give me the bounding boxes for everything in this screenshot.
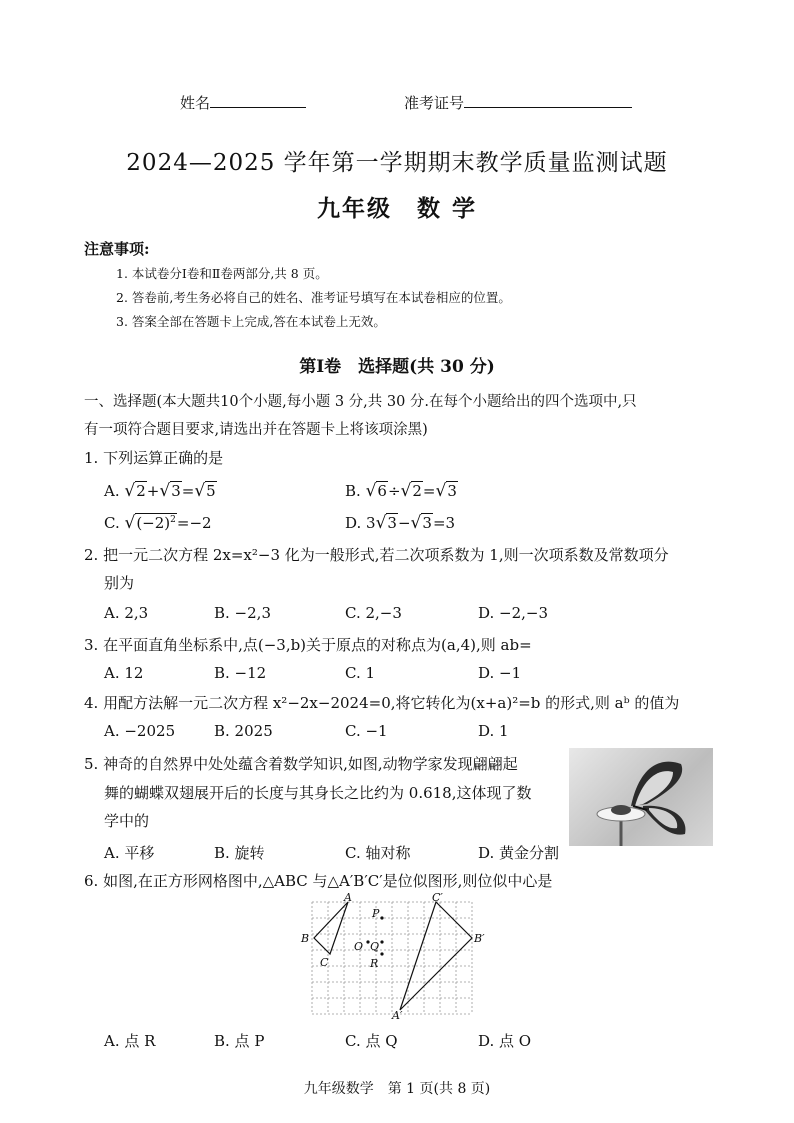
part-intro-line2: 有一项符合题目要求,请选出并在答题卡上将该项涂黑) xyxy=(84,422,428,438)
page-footer: 九年级数学 第 1 页(共 8 页) xyxy=(303,1081,491,1097)
q6-option-b[interactable]: B. 点 P xyxy=(214,1032,265,1050)
exam-subject: 九年级 数 学 xyxy=(316,195,477,222)
q3-stem: 3. 在平面直角坐标系中,点(−3,b)关于原点的对称点为(a,4),则 ab= xyxy=(84,636,532,654)
name-field[interactable] xyxy=(180,92,306,113)
note-item-3: 3. 答案全部在答题卡上完成,答在本试卷上无效。 xyxy=(116,314,386,329)
label-a: A xyxy=(344,892,352,904)
q3-option-a[interactable]: A. 12 xyxy=(104,664,144,682)
q2-option-b[interactable]: B. −2,3 xyxy=(214,604,271,622)
note-item-1: 1. 本试卷分Ⅰ卷和Ⅱ卷两部分,共 8 页。 xyxy=(116,266,328,281)
butterfly-photo xyxy=(569,748,713,846)
label-q: Q xyxy=(370,940,380,953)
q4-stem: 4. 用配方法解一元二次方程 x²−2x−2024=0,将它转化为(x+a)²=b 的形式,则 aᵇ 的值为 xyxy=(84,694,680,712)
part-intro-line1: 一、选择题(本大题共10个小题,每小题 3 分,共 30 分.在每个小题给出的四个选项中,只 xyxy=(84,394,637,410)
note-item-2: 2. 答卷前,考生务必将自己的姓名、准考证号填写在本试卷相应的位置。 xyxy=(116,290,511,305)
q1-option-b[interactable]: B. √6÷√2=√3 xyxy=(345,481,457,501)
q2-option-c[interactable]: C. 2,−3 xyxy=(345,604,402,622)
q5-option-b[interactable]: B. 旋转 xyxy=(214,844,265,862)
q3-option-c[interactable]: C. 1 xyxy=(345,664,376,682)
q5-option-a[interactable]: A. 平移 xyxy=(104,844,155,862)
q5-option-c[interactable]: C. 轴对称 xyxy=(345,844,411,862)
q6-stem: 6. 如图,在正方形网格图中,△ABC 与△A′B′C′是位似图形,则位似中心是 xyxy=(84,872,553,890)
q4-option-b[interactable]: B. 2025 xyxy=(214,722,273,740)
label-a-prime: A′ xyxy=(392,1009,403,1020)
section-title: 第Ⅰ卷 选择题(共 30 分) xyxy=(299,357,495,377)
label-b-prime: B′ xyxy=(474,932,485,945)
label-p: P xyxy=(372,907,380,920)
q4-option-d[interactable]: D. 1 xyxy=(478,722,509,740)
label-c-prime: C′ xyxy=(432,892,443,904)
q3-option-d[interactable]: D. −1 xyxy=(478,664,522,682)
q1-option-d[interactable]: D. 3√3−√3=3 xyxy=(345,513,456,533)
name-blank[interactable] xyxy=(210,93,306,108)
q6-option-a[interactable]: A. 点 R xyxy=(104,1032,156,1050)
exam-id-field[interactable] xyxy=(404,92,632,113)
q6-option-c[interactable]: C. 点 Q xyxy=(345,1032,398,1050)
q4-option-a[interactable]: A. −2025 xyxy=(104,722,176,740)
q2-option-a[interactable]: A. 2,3 xyxy=(104,604,149,622)
name-label: 姓名 xyxy=(180,94,211,112)
q6-option-d[interactable]: D. 点 O xyxy=(478,1032,532,1050)
q6-grid-figure xyxy=(296,892,492,1020)
q2-option-d[interactable]: D. −2,−3 xyxy=(478,604,549,622)
exam-id-blank[interactable] xyxy=(464,93,632,108)
q5-stem-line3: 学中的 xyxy=(104,812,150,830)
q5-stem-line1: 5. 神奇的自然界中处处蕴含着数学知识,如图,动物学家发现翩翩起 xyxy=(84,755,518,773)
q2-stem-line2: 别为 xyxy=(104,574,135,592)
q1-option-c[interactable]: C. $√(-2)^2=-2$ xyxy=(104,513,212,533)
q2-stem-line1: 2. 把一元二次方程 2x=x²−3 化为一般形式,若二次项系数为 1,则一次项系数及常数项分 xyxy=(84,546,669,564)
label-c: C xyxy=(320,956,329,969)
notes-heading: 注意事项: xyxy=(84,240,150,258)
q5-stem-line2: 舞的蝴蝶双翅展开后的长度与其身长之比约为 0.618,这体现了数 xyxy=(104,784,532,802)
q1-stem: 1. 下列运算正确的是 xyxy=(84,449,224,467)
label-b: B xyxy=(301,932,310,945)
q4-option-c[interactable]: C. −1 xyxy=(345,722,388,740)
q5-option-d[interactable]: D. 黄金分割 xyxy=(478,844,560,862)
exam-title: 2024—2025 学年第一学期期末教学质量监测试题 xyxy=(126,150,668,176)
label-r: R xyxy=(370,957,379,970)
exam-id-label: 准考证号 xyxy=(404,94,465,112)
triangle-abc xyxy=(314,902,348,954)
q3-option-b[interactable]: B. −12 xyxy=(214,664,267,682)
q1-option-a[interactable]: A. √2+√3=√5 xyxy=(104,481,216,501)
label-o: O xyxy=(354,940,364,953)
